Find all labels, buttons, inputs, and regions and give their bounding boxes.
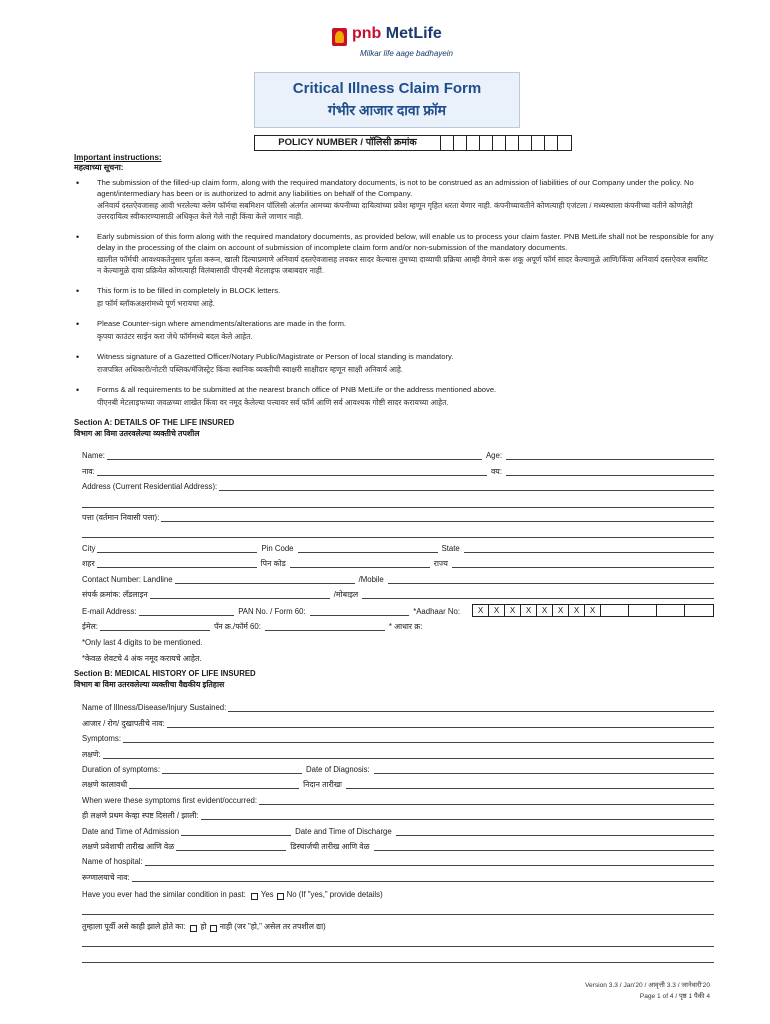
- policy-number-cell[interactable]: [545, 136, 558, 150]
- discharge-label: Date and Time of Discharge: [295, 826, 392, 836]
- no-checkbox[interactable]: [277, 893, 284, 900]
- pincode-label: Pin Code: [261, 543, 294, 553]
- policy-number-cell[interactable]: [558, 136, 571, 150]
- landline-label-mr: संपर्क क्रमांक: लँडलाइन: [82, 589, 148, 599]
- city-field[interactable]: [97, 545, 257, 553]
- pan-field[interactable]: [310, 608, 410, 616]
- email-label: E-mail Address:: [82, 606, 137, 616]
- name-label-mr: नाव:: [82, 466, 95, 476]
- aadhaar-note-mr: *केवळ शेवटचे 4 अंक नमूद करायचे आहेत.: [82, 653, 202, 663]
- logo-mark-icon: [332, 28, 347, 46]
- symptoms-label: Symptoms:: [82, 734, 121, 744]
- version-text: Version 3.3 / Jan'20 / आवृत्ती 3.3 / जानेवारी'20: [584, 982, 710, 989]
- city-label-mr: शहर: [82, 559, 95, 569]
- policy-number-cell[interactable]: [480, 136, 493, 150]
- address-field[interactable]: [219, 483, 714, 491]
- aadhaar-label: *Aadhaar No:: [413, 606, 460, 616]
- age-label-mr: वय:: [490, 466, 502, 476]
- pan-label: PAN No. / Form 60:: [238, 606, 306, 616]
- illness-label-mr: आजार / रोग/ दुखापतीचे नाव:: [82, 718, 165, 728]
- pnb-metlife-logo: [332, 23, 462, 63]
- instruction-item: • Forms & all requirements to be submitted at the nearest branch office of PNB MetLife or the address mentioned above. पीएनबी मेटलाइफच्या जवळच्या शाखेत किंवा वर नमूद केलेल्या पत्त्यावर सर्व फॉर्म आणि सर्व आवश्यक गोष्टी सादर करायच्या आहेत.: [76, 385, 497, 407]
- similar-details-line[interactable]: [82, 900, 714, 915]
- discharge-label-mr: डिस्चार्जची तारीख आणि वेळ: [290, 841, 370, 851]
- aadhaar-note: *Only last 4 digits to be mentioned.: [82, 638, 203, 648]
- instruction-item: • Please Counter-sign where amendments/alterations are made in the form. कृपया काउंटर साईन करा जेथे फॉर्ममध्ये बदल केले आहेत.: [76, 319, 347, 341]
- instruction-item: • Witness signature of a Gazetted Officer/Notary Public/Magistrate or Person of local standing is mandatory. राजपत्रित अधिकारी/नोटरी पब्लिक/मॅजिस्ट्रेट किंवा स्थानिक व्यक्तीची स्वाक्षरी साक्षीदार म्हणून साक्षी अनिवार्य आहे.: [76, 352, 454, 374]
- pan-label-mr: पॅन क्र./फॉर्म 60:: [213, 622, 261, 632]
- diagnosis-label: Date of Diagnosis:: [306, 764, 370, 774]
- mobile-field[interactable]: [388, 576, 714, 584]
- yes-checkbox[interactable]: [251, 893, 258, 900]
- email-label-mr: ईमेल:: [82, 622, 98, 632]
- symptoms-label-mr: लक्षणे:: [82, 749, 101, 759]
- admission-field[interactable]: [181, 828, 291, 836]
- form-title-mr: गंभीर आजार दावा फ्रॉम: [327, 102, 447, 118]
- state-label: State: [441, 543, 460, 553]
- logo-brand: pnb MetLife: [352, 25, 442, 42]
- symptoms-field[interactable]: [123, 735, 714, 743]
- no-label: No (If "yes," provide details): [286, 889, 383, 899]
- aadhaar-boxes[interactable]: X X X X X X X X: [472, 604, 714, 617]
- address-label-mr: पत्ता (वर्तमान निवासी पत्ता):: [82, 512, 160, 522]
- instruction-item: • Early submission of this form along with the required mandatory documents, as provided below, will enable us to process your claim faster. PNB MetLife shall not be responsible for any delay in the processing of the claim on account of submission of incomplete claim form and/or non-submission of the mandatory documents. खालील फॉर्मची आवश्यकतेनुसार पूर्तता करून, खाली दिल्याप्रमाणे अनिवार्य दस्तऐवजासह लवकर सादर केल्यास तुमच्या दाव्याची प्रक्रिया आम्ही वेगाने करू शकू अपूर्ण फॉर्म सादर केल्यामुळे आणि/किंवा अनिवार्य दस्तऐवज सबमिट न केल्यामुळे दावा प्रक्रियेत कोणत्याही विलंबासाठी पीएनबी मेटलाइफ जबाबदार नाही.: [76, 232, 714, 275]
- section-a-heading: Section A: DETAILS OF THE LIFE INSURED विभाग अः विमा उतरवलेल्या व्यक्तीचे तपशील: [74, 418, 235, 438]
- first-evident-label-mr: ही लक्षणे प्रथम केव्हा स्पष्ट दिसली / झाली:: [82, 811, 199, 821]
- form-title-box: [254, 72, 520, 128]
- age-field[interactable]: [506, 452, 714, 460]
- address-field-line[interactable]: [82, 492, 714, 507]
- state-field[interactable]: [464, 545, 714, 553]
- name-label: Name:: [82, 451, 105, 461]
- yes-label: Yes: [260, 889, 274, 899]
- section-a-form: [82, 446, 714, 664]
- age-label: Age:: [485, 451, 502, 461]
- instructions-list: [74, 178, 714, 418]
- diagnosis-field[interactable]: [374, 766, 714, 774]
- first-evident-label: When were these symptoms first evident/occurred:: [82, 795, 258, 805]
- page-number: Page 1 of 4 / पृष्ठ 1 पैकी 4: [639, 993, 710, 1000]
- hospital-field[interactable]: [145, 858, 714, 866]
- state-label-mr: राज्य: [433, 559, 448, 569]
- policy-number-cell[interactable]: [467, 136, 480, 150]
- hospital-label: Name of hospital:: [82, 857, 143, 867]
- policy-number-cell[interactable]: [506, 136, 519, 150]
- section-b-heading: Section B: MEDICAL HISTORY OF LIFE INSURED विभाग बः विमा उतरवलेल्या व्यक्तीचा वैद्यकीय इतिहास: [74, 669, 256, 689]
- discharge-field[interactable]: [396, 828, 714, 836]
- no-label-mr: नाही (जर "हो," असेल तर तपशील द्या): [219, 922, 326, 932]
- hospital-label-mr: रूग्णालयाचे नाव:: [82, 872, 130, 882]
- yes-label-mr: हो: [200, 922, 207, 932]
- mobile-label: /Mobile: [358, 574, 384, 584]
- logo-tagline: Milkar life aage badhayein: [360, 49, 453, 58]
- admission-label: Date and Time of Admission: [82, 826, 180, 836]
- policy-number-cell[interactable]: [454, 136, 467, 150]
- address-label: Address (Current Residential Address):: [82, 482, 218, 492]
- no-checkbox-mr[interactable]: [210, 925, 217, 932]
- pincode-field[interactable]: [298, 545, 438, 553]
- illness-label: Name of Illness/Disease/Injury Sustained:: [82, 703, 227, 713]
- city-label: City: [82, 543, 96, 553]
- similar-condition-label: Have you ever had the similar condition in past:: [82, 889, 246, 899]
- policy-number-cell[interactable]: [519, 136, 532, 150]
- address-field-line[interactable]: [82, 523, 714, 538]
- mobile-label-mr: /मोबाइल: [333, 589, 359, 599]
- policy-number-row: [254, 135, 572, 151]
- form-title-en: Critical Illness Claim Form: [292, 80, 482, 97]
- similar-details-line[interactable]: [82, 947, 714, 962]
- yes-checkbox-mr[interactable]: [190, 925, 197, 932]
- section-b-form: [82, 698, 714, 963]
- name-field[interactable]: [107, 452, 482, 460]
- instruction-item: • The submission of the filled-up claim form, along with the required mandatory documents, is not to be construed as an admission of liabilities of our Company under the policy. No agent/intermediary has been or is authorized to admit any liabilities on behalf of the Company. अनिवार्य दस्तऐवजासह आवी भरलेल्या क्लेम फॉर्मचा सबमिशन पॉलिसी अंतर्गत आमच्या कंपनीच्या दायित्वांच्या प्रवेश म्हणून गृहित धरता येणार नाही. कंपनीच्यावतीने कोणत्याही एजंटला / मध्यस्थाला कंपनीच्या वतीने कोणतेही उत्तरदायित्व स्वीकारण्यासाठी अधिकृत केले गेले नाही किंवा केले जाणार नाही.: [76, 178, 694, 221]
- page-footer: [585, 980, 710, 1002]
- landline-label: Contact Number: Landline: [82, 574, 173, 584]
- instruction-item: • This form is to be filled in completely in BLOCK letters. हा फॉर्म ब्लॉकअक्षरांमध्ये पूर्ण भरायचा आहे.: [76, 286, 281, 308]
- admission-label-mr: लक्षणे प्रवेशाची तारीख आणि वेळ: [82, 841, 175, 851]
- duration-field[interactable]: [162, 766, 302, 774]
- aadhaar-label-mr: * आधार क्र:: [388, 622, 423, 632]
- similar-condition-label-mr: तुम्हाला पूर्वी असे काही झाले होते का:: [82, 922, 186, 932]
- duration-label: Duration of symptoms:: [82, 764, 160, 774]
- similar-details-line[interactable]: [82, 932, 714, 947]
- pincode-label-mr: पिन कोड: [260, 559, 286, 569]
- landline-field[interactable]: [175, 576, 355, 584]
- diagnosis-label-mr: निदान तारीखः: [303, 780, 342, 790]
- policy-number-cell[interactable]: [532, 136, 545, 150]
- policy-number-cell[interactable]: [441, 136, 454, 150]
- first-evident-field[interactable]: [259, 797, 714, 805]
- instructions-heading: Important instructions: महत्वाच्या सूचना:: [74, 153, 162, 172]
- illness-field[interactable]: [228, 704, 714, 712]
- policy-number-cell[interactable]: [493, 136, 506, 150]
- duration-label-mr: लक्षणे कालावधी: [82, 780, 128, 790]
- email-field[interactable]: [139, 608, 235, 616]
- policy-number-label: POLICY NUMBER / पॉलिसी क्रमांक: [255, 136, 441, 150]
